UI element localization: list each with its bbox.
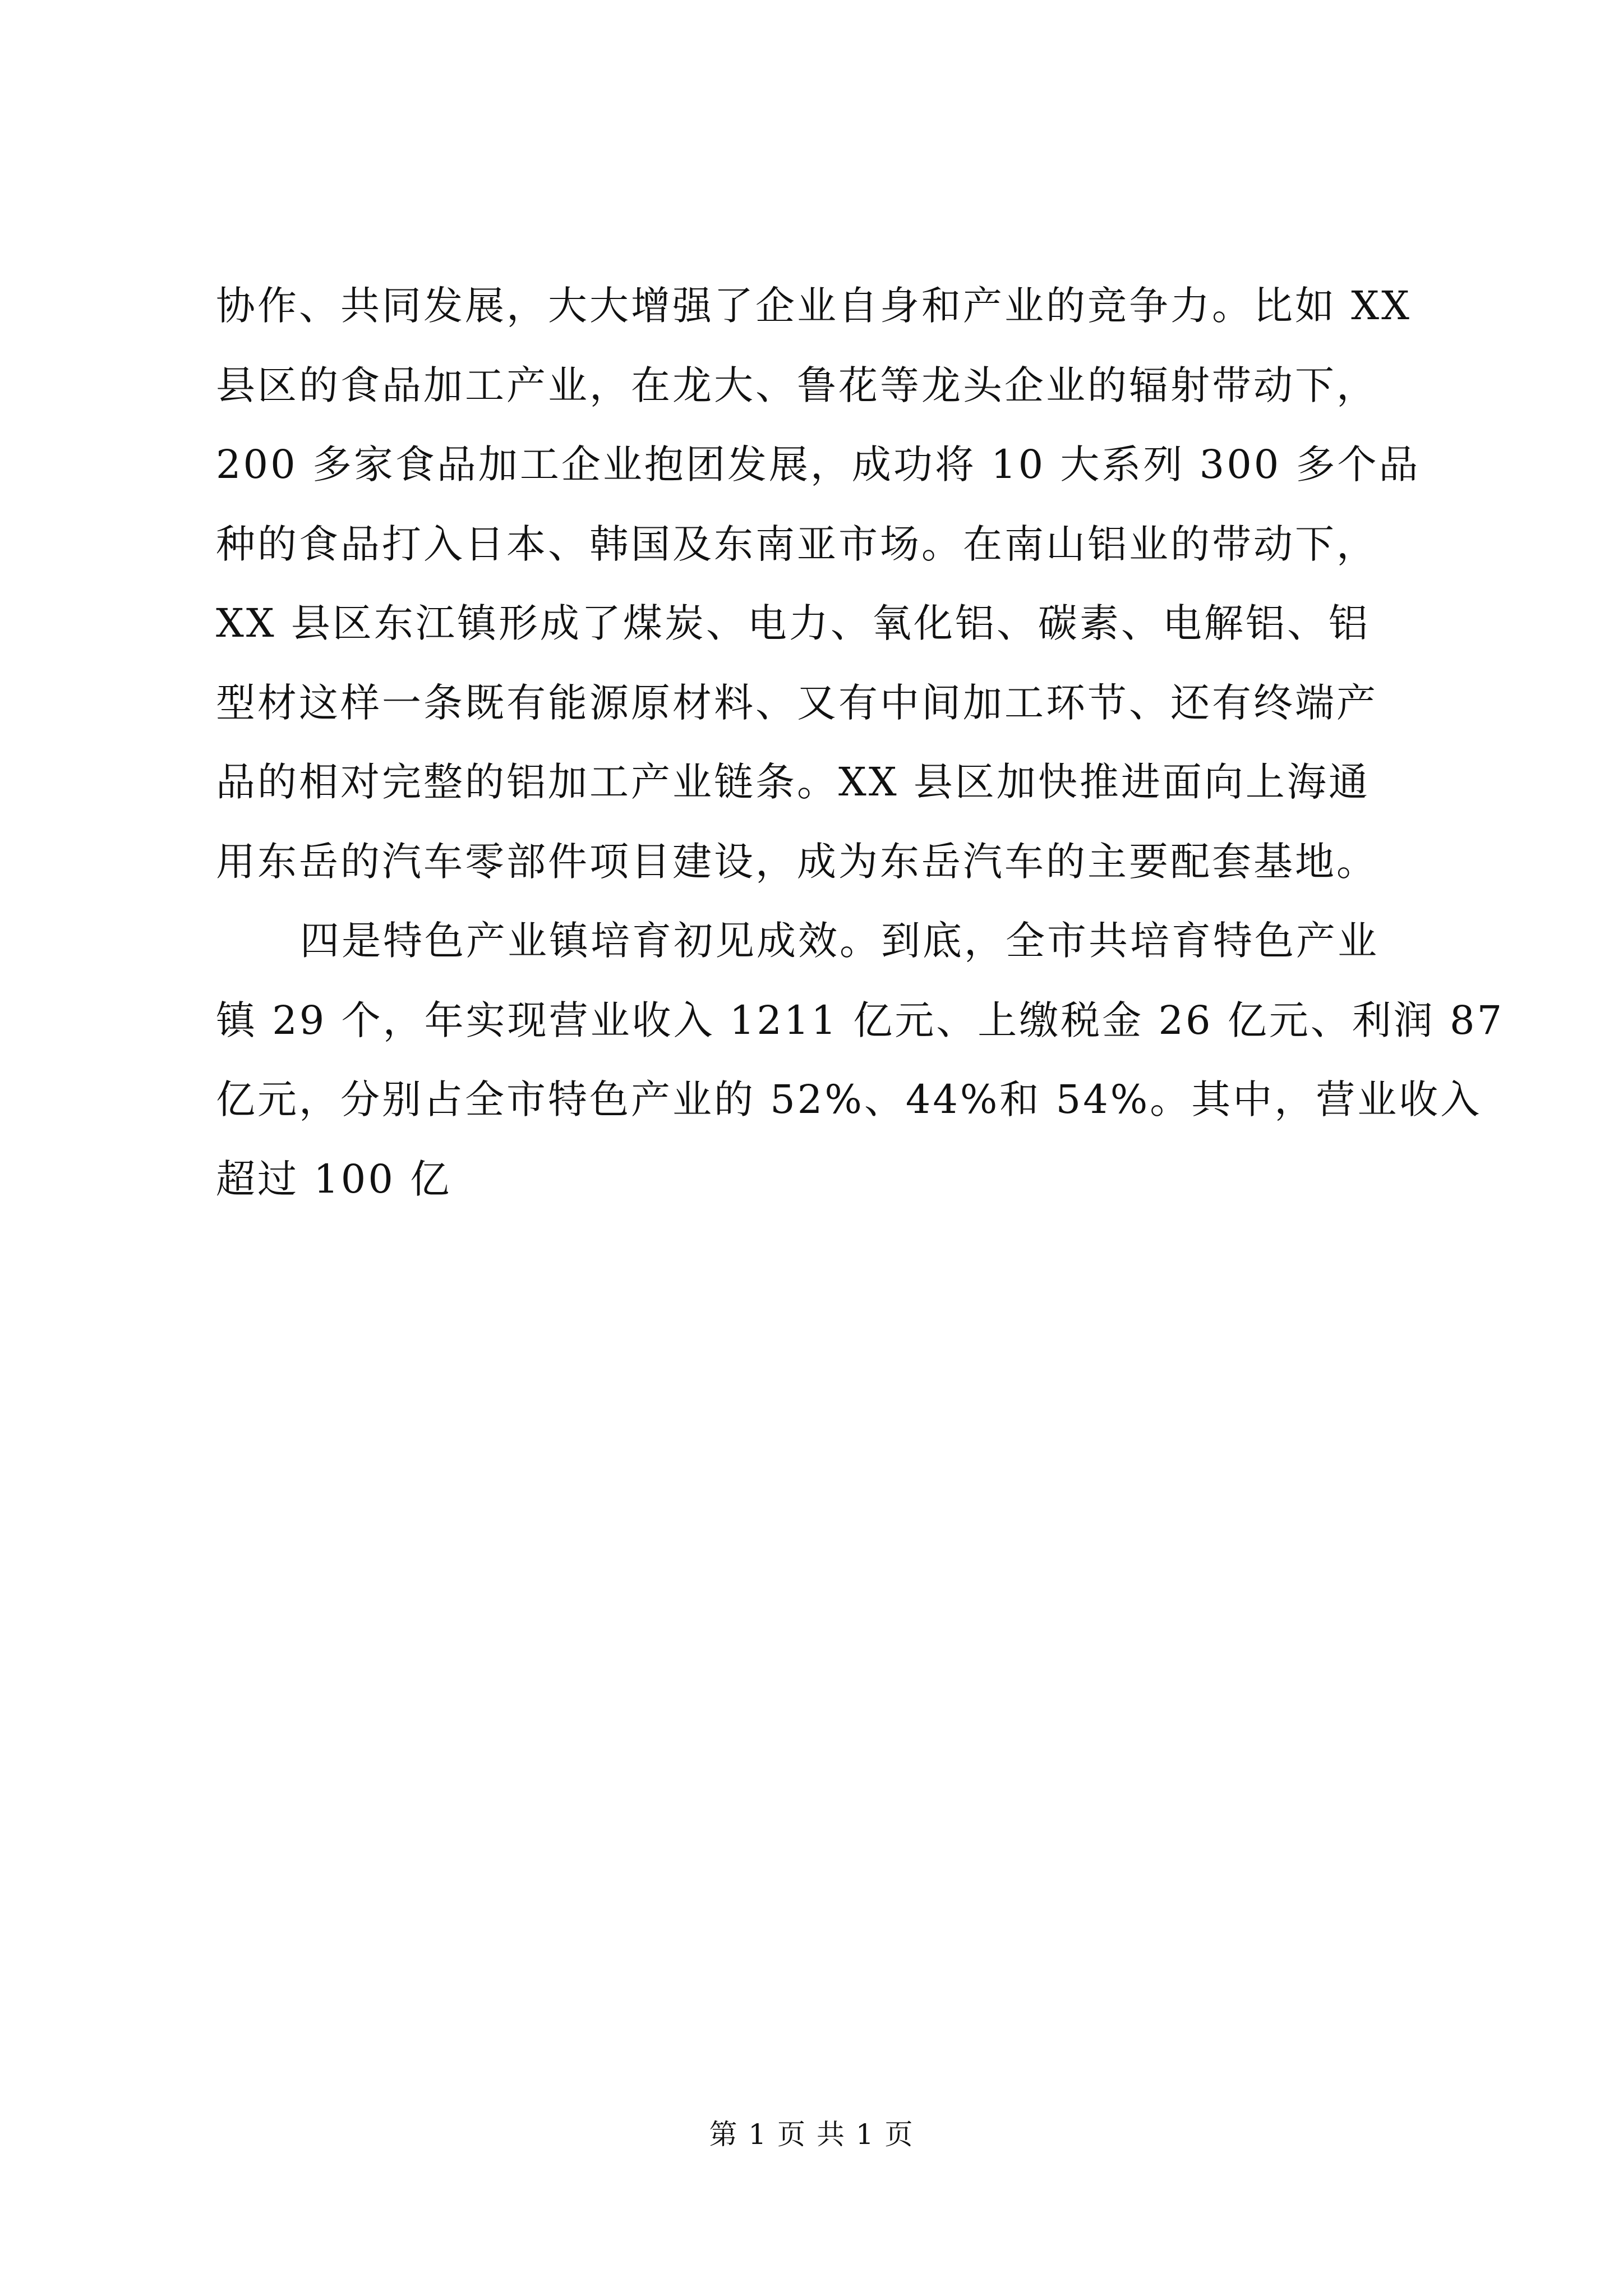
text-line-2: 县区的食品加工产业，在龙大、鲁花等龙头企业的辐射带动下， xyxy=(216,362,1378,408)
paragraph-start-line: 四是特色产业镇培育初见成效。到底，全市共培育特色产业 xyxy=(300,918,1379,964)
text-line-10: 镇 29 个，年实现营业收入 1211 亿元、上缴税金 26 亿元、利润 87 xyxy=(216,997,1505,1043)
page-footer: 第 1 页 共 1 页 xyxy=(709,2118,914,2151)
text-line-3: 200 多家食品加工企业抱团发展，成功将 10 大系列 300 多个品 xyxy=(216,441,1421,487)
text-line-12: 超过 100 亿 xyxy=(216,1156,452,1202)
text-line-7: 品的相对完整的铝加工产业链条。XX 县区加快推进面向上海通 xyxy=(216,759,1370,805)
text-line-6: 型材这样一条既有能源原材料、又有中间加工环节、还有终端产 xyxy=(216,679,1378,726)
body-text xyxy=(216,266,1505,1219)
text-line-1: 协作、共同发展，大大增强了企业自身和产业的竞争力。比如 XX xyxy=(216,283,1412,329)
text-line-8: 用东岳的汽车零部件项目建设，成为东岳汽车的主要配套基地。 xyxy=(216,838,1378,885)
text-line-5: XX 县区东江镇形成了煤炭、电力、氧化铝、碳素、电解铝、铝 xyxy=(216,600,1370,646)
text-line-11: 亿元，分别占全市特色产业的 52%、44%和 54%。其中，营业收入 xyxy=(216,1076,1482,1122)
text-line-4: 种的食品打入日本、韩国及东南亚市场。在南山铝业的带动下， xyxy=(216,521,1378,567)
